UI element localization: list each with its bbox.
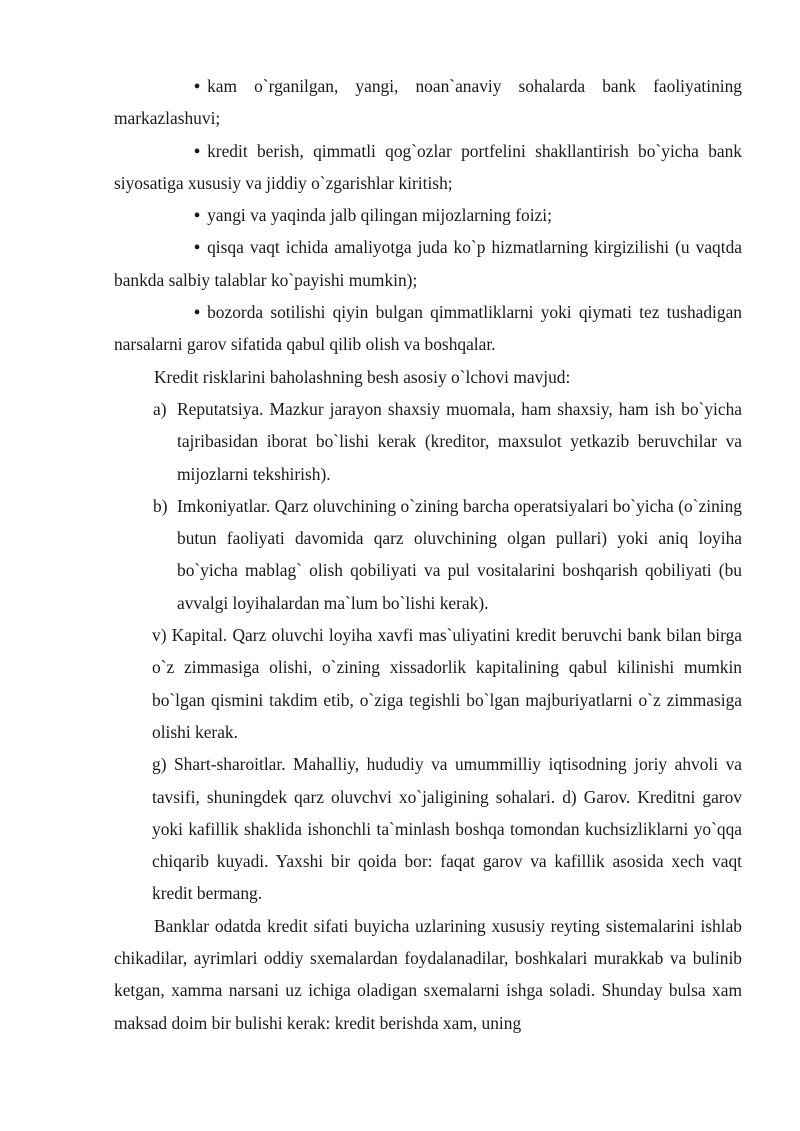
bullet-item-5 [114, 296, 742, 361]
list-marker: b) [153, 495, 168, 516]
bullet-icon: • [194, 205, 201, 226]
list-item-a [153, 393, 742, 490]
bullet-item-4 [114, 231, 742, 296]
list-item-text: Imkoniyatlar. Qarz oluvchining o`zining barcha operatsiyalari bo`yicha (o`zining butun faoliyati davomida qarz oluvchining olgan pullari) yoki aniq loyiha bo`yicha mablag` olish qobiliyati va pul vositalarini boshqarish qobiliyati (bu avvalgi loyihalardan ma`lum bo`lishi kerak). [177, 495, 742, 613]
bullet-item-2 [114, 135, 742, 200]
bullet-icon: • [194, 140, 201, 161]
document-body [114, 70, 742, 1039]
bullet-item-3 [114, 199, 742, 231]
bullet-icon: • [194, 302, 201, 323]
bullet-text: qisqa vaqt ichida amaliyotga juda ko`p hizmatlarning kirgizilishi (u vaqtda bankda salbiy talablar ko`payishi mumkin); [114, 237, 742, 290]
list-item-g: g) Shart-sharoitlar. Mahalliy, hududiy va umummilliy iqtisodning joriy ahvoli va tavsifi, shuningdek qarz oluvchvi xo`jaligining sohalari. d) Garov. Kreditni garov yoki kafillik shaklida ishonchli ta`minlash boshqa tomondan kuchsizliklarni yo`qqa chiqarib kuyadi. Yaxshi bir qoida bor: faqat garov va kafillik asosida xech vaqt kredit bermang. [152, 754, 742, 904]
bullet-text: kam o`rganilgan, yangi, noan`anaviy sohalarda bank faoliyatining markazlashuvi; [114, 76, 742, 129]
list-marker: a) [153, 398, 167, 419]
bullet-text: yangi va yaqinda jalb qilingan mijozlarning foizi; [207, 205, 552, 226]
intro-paragraph: Kredit risklarini baholashning besh asosiy o`lchovi mavjud: [154, 366, 571, 387]
bullet-icon: • [194, 76, 201, 96]
list-item-text: Reputatsiya. Mazkur jarayon shaxsiy muomala, ham shaxsiy, ham ish bo`yicha tajribasidan iborat bo`lishi kerak (kreditor, maxsulot yetkazib beruvchilar va mijozlarni tekshirish). [177, 398, 742, 484]
bullet-icon: • [194, 237, 201, 258]
bullet-text: kredit berish, qimmatli qog`ozlar portfelini shakllantirish bo`yicha bank siyosatiga xususiy va jiddiy o`zgarishlar kiritish; [114, 140, 742, 193]
list-item-v: v) Kapital. Qarz oluvchi loyiha xavfi mas`uliyatini kredit beruvchi bank bilan birga o`z zimmasiga olishi, o`zining xissadorlik kapitalining qabul kilinishi mumkin bo`lgan qismini takdim etib, o`ziga tegishli bo`lgan majburiyatlarni o`z zimmasiga olishi kerak. [152, 625, 742, 742]
bullet-item-1 [114, 70, 742, 135]
list-item-b [153, 490, 742, 619]
closing-paragraph: Banklar odatda kredit sifati buyicha uzlarining xususiy reyting sistemalarini ishlab chikadilar, ayrimlari oddiy sxemalardan foydalanadilar, boshkalari murakkab va bulinib ketgan, xamma narsani uz ichiga oladigan sxemalarni ishga soladi. Shunday bulsa xam maksad doim bir bulishi kerak: kredit berishda xam, uning [114, 915, 742, 1033]
bullet-text: bozorda sotilishi qiyin bulgan qimmatliklarni yoki qiymati tez tushadigan narsalarni garov sifatida qabul qilib olish va boshqalar. [114, 302, 742, 355]
